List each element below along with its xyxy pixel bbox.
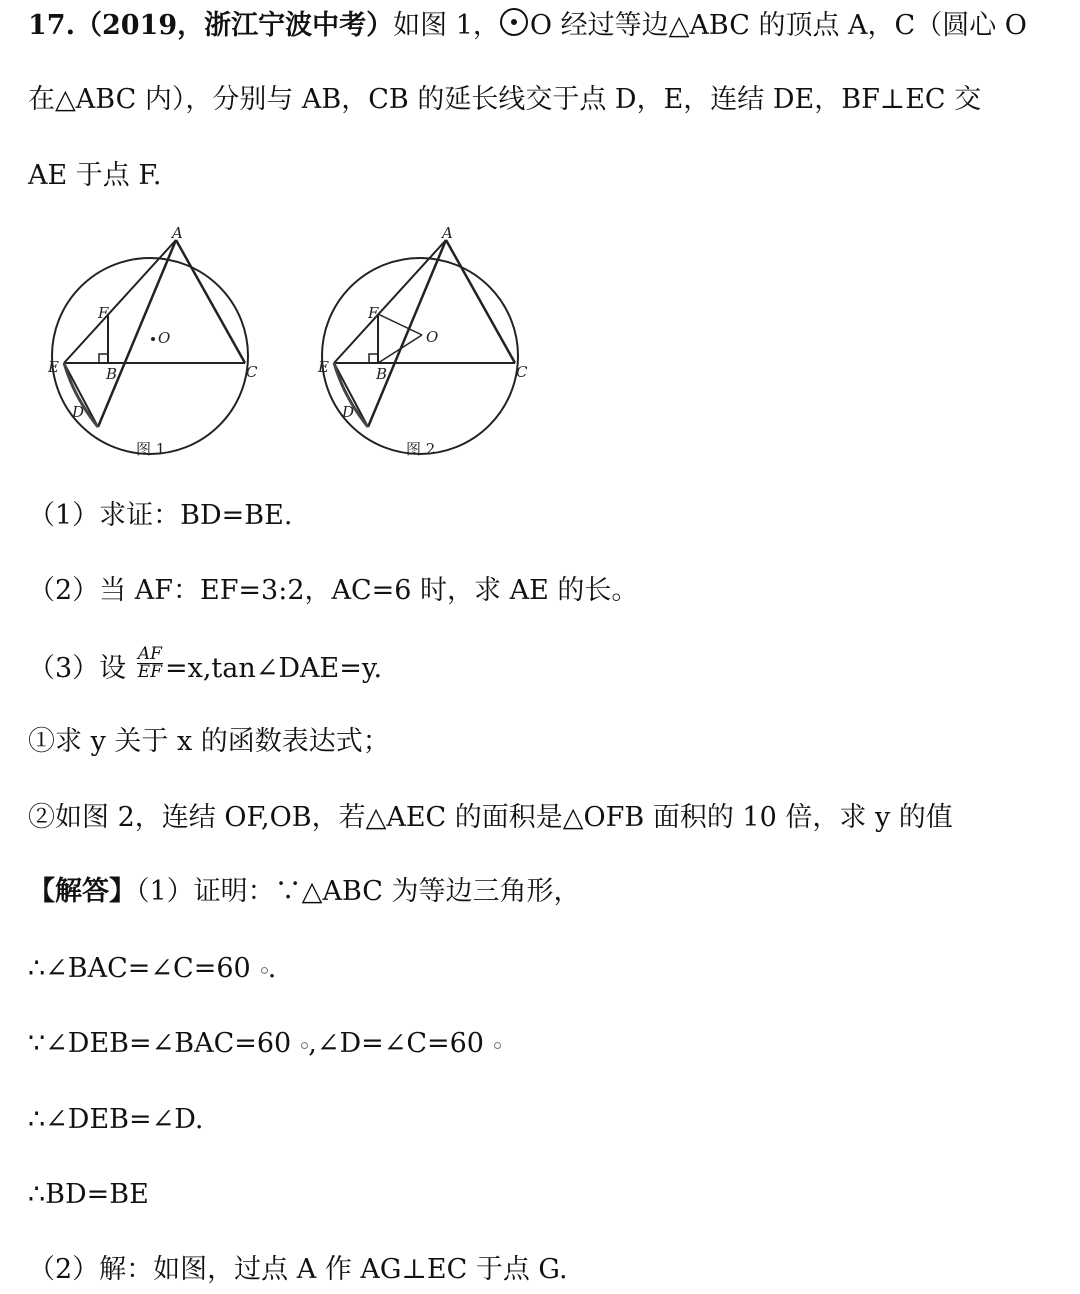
- solution-line-3: [28, 1026, 501, 1062]
- fig1-label-E: E: [48, 358, 59, 376]
- solution-line-6: （2）解：如图，过点 A 作 AG⊥EC 于点 G.: [28, 1254, 568, 1285]
- solution-line-2: [28, 951, 276, 987]
- fig2-label-D: D: [342, 403, 355, 421]
- degree-icon: [261, 967, 268, 974]
- fig2-label-F: F: [368, 304, 379, 322]
- question-3-suffix: =x,tan∠DAE=y.: [165, 653, 383, 684]
- problem-source: （2019，浙江宁波中考）: [74, 10, 394, 41]
- fig1-label-O: O: [158, 329, 171, 347]
- question-3-part-2: ②如图 2，连结 OF,OB，若△AEC 的面积是△OFB 面积的 10 倍，求 y 的值: [28, 802, 953, 833]
- solution-line-5: ∴BD=BE: [28, 1179, 149, 1210]
- fig1-label-D: D: [72, 403, 85, 421]
- fig2-circle: [322, 258, 518, 454]
- fraction-denominator: EF: [137, 662, 162, 682]
- fig2-label-O: O: [426, 328, 439, 346]
- problem-text-1a: 如图 1，: [393, 10, 500, 41]
- fig2-label-B: B: [376, 365, 388, 383]
- solution-text-2-end: .: [267, 953, 277, 984]
- figure-2: [310, 222, 550, 462]
- fig2-caption: 图 2: [406, 440, 436, 458]
- fraction-af-ef: [137, 646, 163, 681]
- fig1-label-F: F: [98, 304, 109, 322]
- figure-1: [40, 222, 280, 462]
- question-3-part-1: ①求 y 关于 x 的函数表达式；: [28, 726, 390, 757]
- solution-text-3b: ,∠D=∠C=60: [308, 1028, 484, 1059]
- problem-line-3: AE 于点 F.: [28, 160, 162, 191]
- solution-header: 【解答】: [28, 876, 136, 907]
- question-1: （1）求证：BD=BE.: [28, 500, 293, 531]
- problem-text-1b: O 经过等边△ABC 的顶点 A，C（圆心 O: [529, 10, 1027, 41]
- fig2-label-A: A: [442, 224, 453, 242]
- degree-icon: [494, 1042, 501, 1049]
- fig1-label-C: C: [246, 363, 258, 381]
- fig1-label-A: A: [172, 224, 183, 242]
- problem-line-1: [28, 8, 1027, 44]
- fraction-numerator: AF: [137, 644, 162, 664]
- circle-dot-icon: [500, 8, 528, 36]
- problem-line-2: 在△ABC 内），分别与 AB，CB 的延长线交于点 D，E，连结 DE，BF⊥EC 交: [28, 84, 982, 115]
- solution-text-3a: ∵∠DEB=∠BAC=60: [28, 1028, 292, 1059]
- fig1-caption: 图 1: [136, 440, 166, 458]
- question-2: （2）当 AF：EF=3:2，AC=6 时，求 AE 的长。: [28, 575, 639, 606]
- fig1-circle: [52, 258, 248, 454]
- solution-text-2: ∴∠BAC=∠C=60: [28, 953, 251, 984]
- solution-text-1: （1）证明：∵△ABC 为等边三角形，: [136, 876, 581, 907]
- solution-line-1: [28, 874, 581, 910]
- question-3: [28, 644, 383, 687]
- problem-number: 17.: [28, 10, 75, 41]
- question-3-prefix: （3）设: [28, 653, 127, 684]
- fig2-label-E: E: [318, 358, 329, 376]
- fig1-label-B: B: [106, 365, 118, 383]
- solution-line-4: ∴∠DEB=∠D.: [28, 1104, 204, 1135]
- fig2-label-C: C: [516, 363, 528, 381]
